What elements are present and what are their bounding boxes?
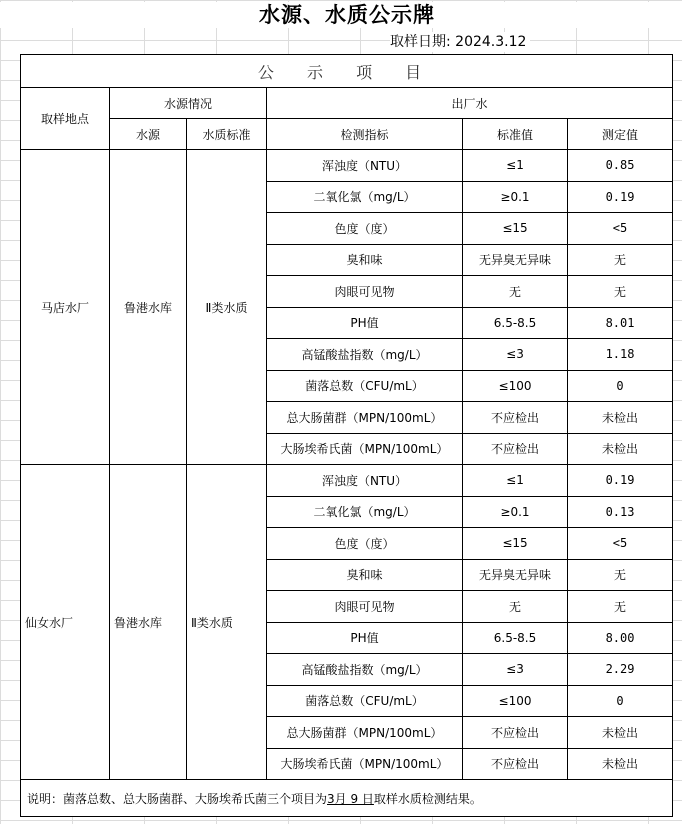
standard-value-cell: 6.5-8.5	[463, 307, 568, 339]
standard-value-cell: 无异臭无异味	[463, 559, 568, 591]
measured-value-cell: 无	[568, 559, 673, 591]
col-header-site: 取样地点	[21, 88, 110, 150]
standard-value-cell: 无异臭无异味	[463, 244, 568, 276]
indicator-cell: 二氧化氯（mg/L）	[267, 496, 463, 528]
sample-date	[390, 32, 530, 52]
measured-value-cell: 未检出	[568, 717, 673, 749]
indicator-cell: 菌落总数（CFU/mL）	[267, 370, 463, 402]
measured-value-cell: <5	[568, 528, 673, 560]
indicator-cell: 臭和味	[267, 559, 463, 591]
measured-value-cell: 未检出	[568, 402, 673, 434]
col-header-measured-value: 测定值	[568, 119, 673, 150]
table-row	[21, 465, 673, 497]
indicator-cell: 菌落总数（CFU/mL）	[267, 685, 463, 717]
measured-value-cell: 无	[568, 276, 673, 308]
indicator-cell: 肉眼可见物	[267, 276, 463, 308]
quality-standard: Ⅱ类水质	[187, 465, 267, 780]
standard-value-cell: ≤15	[463, 528, 568, 560]
indicator-cell: 总大肠菌群（MPN/100mL）	[267, 717, 463, 749]
measured-value-cell: 2.29	[568, 654, 673, 686]
standard-value-cell: 无	[463, 276, 568, 308]
indicator-cell: 色度（度）	[267, 213, 463, 245]
page-title: 水源、水质公示牌	[0, 2, 682, 28]
measured-value-cell: 8.00	[568, 622, 673, 654]
sample-date-label: 取样日期:	[390, 34, 451, 50]
standard-value-cell: ≤1	[463, 465, 568, 497]
table-row	[21, 150, 673, 182]
indicator-cell: 臭和味	[267, 244, 463, 276]
standard-value-cell: ≤3	[463, 339, 568, 371]
plant-name: 仙女水厂	[21, 465, 110, 780]
measured-value-cell: 未检出	[568, 433, 673, 465]
standard-value-cell: 不应检出	[463, 402, 568, 434]
standard-value-cell: ≤3	[463, 654, 568, 686]
indicator-cell: 大肠埃希氏菌（MPN/100mL）	[267, 748, 463, 780]
standard-value-cell: 不应检出	[463, 717, 568, 749]
col-header-quality-standard: 水质标准	[187, 119, 267, 150]
measured-value-cell: 0.13	[568, 496, 673, 528]
standard-value-cell: ≤100	[463, 370, 568, 402]
standard-value-cell: 无	[463, 591, 568, 623]
indicator-cell: 浑浊度（NTU）	[267, 465, 463, 497]
standard-value-cell: ≤1	[463, 150, 568, 182]
measured-value-cell: <5	[568, 213, 673, 245]
water-source: 鲁港水库	[110, 465, 187, 780]
sample-date-value: 2024.3.12	[455, 34, 527, 50]
indicator-cell: 高锰酸盐指数（mg/L）	[267, 339, 463, 371]
indicator-cell: PH值	[267, 307, 463, 339]
measured-value-cell: 0.19	[568, 181, 673, 213]
footnote-suffix: 取样水质检测结果。	[373, 791, 482, 806]
plant-name: 马店水厂	[21, 150, 110, 465]
footnote-date: 3月 9 日	[327, 791, 374, 806]
indicator-cell: 大肠埃希氏菌（MPN/100mL）	[267, 433, 463, 465]
standard-value-cell: 不应检出	[463, 433, 568, 465]
indicator-cell: 浑浊度（NTU）	[267, 150, 463, 182]
col-header-source: 水源	[110, 119, 187, 150]
col-header-indicator: 检测指标	[267, 119, 463, 150]
col-header-standard-value: 标准值	[463, 119, 568, 150]
indicator-cell: 高锰酸盐指数（mg/L）	[267, 654, 463, 686]
footnote	[21, 780, 673, 817]
standard-value-cell: 不应检出	[463, 748, 568, 780]
measured-value-cell: 无	[568, 244, 673, 276]
measured-value-cell: 无	[568, 591, 673, 623]
standard-value-cell: ≥0.1	[463, 181, 568, 213]
group-header-water-source: 水源情况	[110, 88, 267, 119]
measured-value-cell: 0.85	[568, 150, 673, 182]
indicator-cell: PH值	[267, 622, 463, 654]
standard-value-cell: 6.5-8.5	[463, 622, 568, 654]
measured-value-cell: 未检出	[568, 748, 673, 780]
table-header-title: 公 示 项 目	[21, 55, 673, 88]
standard-value-cell: ≥0.1	[463, 496, 568, 528]
indicator-cell: 肉眼可见物	[267, 591, 463, 623]
quality-standard: Ⅱ类水质	[187, 150, 267, 465]
indicator-cell: 色度（度）	[267, 528, 463, 560]
standard-value-cell: ≤100	[463, 685, 568, 717]
group-header-outlet: 出厂水	[267, 88, 673, 119]
indicator-cell: 二氧化氯（mg/L）	[267, 181, 463, 213]
disclosure-table	[20, 54, 673, 817]
standard-value-cell: ≤15	[463, 213, 568, 245]
indicator-cell: 总大肠菌群（MPN/100mL）	[267, 402, 463, 434]
measured-value-cell: 0	[568, 370, 673, 402]
footnote-prefix: 说明：菌落总数、总大肠菌群、大肠埃希氏菌三个项目为	[27, 791, 328, 806]
measured-value-cell: 0	[568, 685, 673, 717]
note-row	[21, 780, 673, 817]
measured-value-cell: 1.18	[568, 339, 673, 371]
water-source: 鲁港水库	[110, 150, 187, 465]
measured-value-cell: 0.19	[568, 465, 673, 497]
measured-value-cell: 8.01	[568, 307, 673, 339]
